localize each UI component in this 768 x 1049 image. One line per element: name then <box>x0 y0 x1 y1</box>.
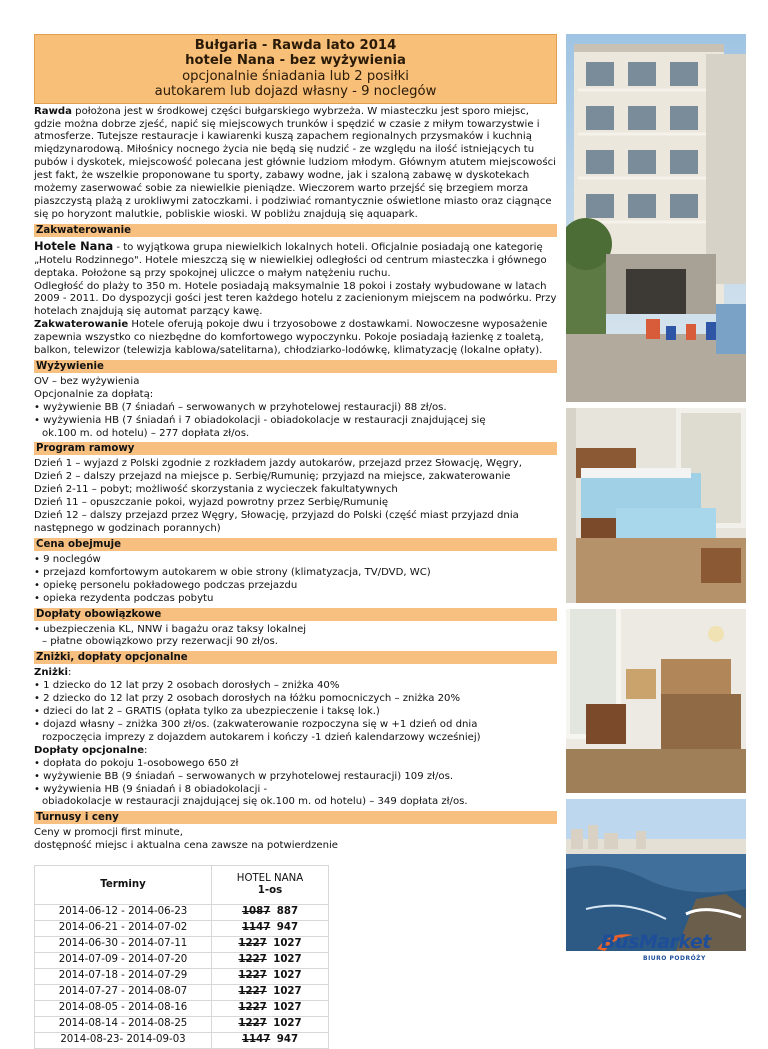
zakwaterowanie-paragraph <box>34 319 557 358</box>
table-row <box>35 937 329 953</box>
table-row <box>35 985 329 1001</box>
term-cell: 2014-08-14 - 2014-08-25 <box>35 1017 212 1033</box>
table-row <box>35 953 329 969</box>
term-cell: 2014-06-21 - 2014-07-02 <box>35 921 212 937</box>
zakwaterowanie-text: Hotele oferują pokoje dwu i trzyosobowe z dostawkami. Nowoczesne wyposażenie zapewnia wszystko co niezbędne do komfortowego wypoczynku. Pokoje posiadają łazienkę z toaletą, balkon, telewizor (telewizja kablowa/satelitarna), chłodziarko-lodówkę, klimatyzację (lokalne opłaty). <box>34 319 548 357</box>
doplaty-opcjonalne-item: • wyżywienia HB (9 śniadań i 8 obiadokolacji - <box>34 783 268 795</box>
old-price: 1227 <box>238 986 267 998</box>
znizki-item: • 2 dziecko do 12 lat przy 2 osobach dorosłych na łóżku pomocniczych – zniżka 20% <box>34 693 461 705</box>
wyzywienie-line-4: • wyżywienia HB (7 śniadań i 7 obiadokolacji - obiadokolacje w restauracji znajdującej się <box>34 414 486 426</box>
title-line-3: opcjonalnie śniadania lub 2 posiłki <box>182 68 409 84</box>
section-header-znizki: Zniżki, dopłaty opcjonalne <box>34 651 557 664</box>
wyzywienie-line-3: • wyżywienie BB (7 śniadań – serwowanych w przyhotelowej restauracji) 88 zł/os. <box>34 401 447 413</box>
busmarket-logo <box>595 925 735 970</box>
term-cell: 2014-07-09 - 2014-07-20 <box>35 953 212 969</box>
doplaty-opcjonalne-text: Dopłaty opcjonalne <box>34 744 145 756</box>
price-cell <box>212 937 329 953</box>
term-cell: 2014-07-27 - 2014-08-07 <box>35 985 212 1001</box>
table-row <box>35 969 329 985</box>
doplaty-line-2: – płatne obowiązkowo przy rezerwacji 90 zł/os. <box>42 636 278 648</box>
section-header-doplaty: Dopłaty obowiązkowe <box>34 608 557 621</box>
term-cell: 2014-06-12 - 2014-06-23 <box>35 905 212 921</box>
new-price: 1027 <box>273 938 302 950</box>
zakwaterowanie-lead: Zakwaterowanie <box>34 319 129 331</box>
table-row <box>35 1001 329 1017</box>
offer-column <box>34 34 557 1049</box>
new-price: 1027 <box>273 954 302 966</box>
doplaty-opcjonalne-heading <box>34 745 557 758</box>
new-price: 947 <box>276 922 299 934</box>
term-cell: 2014-07-18 - 2014-07-29 <box>35 969 212 985</box>
price-cell <box>212 905 329 921</box>
table-row <box>35 1033 329 1049</box>
cena-item: • przejazd komfortowym autokarem w obie strony (klimatyzacja, TV/DVD, WC) <box>34 566 431 578</box>
cena-item: • opiekę personelu pokładowego podczas przejazdu <box>34 579 298 591</box>
hotel-lead: Hotele Nana <box>34 238 114 253</box>
program-day-12-cont: następnego w godzinach porannych) <box>34 523 221 534</box>
turnusy-line-2: dostępność miejsc i aktualna cena zawsze na potwierdzenie <box>34 840 339 852</box>
program-day-11: Dzień 11 – opuszczanie pokoi, wyjazd powrotny przez Serbię/Rumunię <box>34 497 389 509</box>
section-header-turnusy: Turnusy i ceny <box>34 811 557 824</box>
price-cell <box>212 969 329 985</box>
section-header-program: Program ramowy <box>34 442 557 455</box>
old-price: 1227 <box>238 954 267 966</box>
old-price: 1227 <box>238 938 267 950</box>
price-cell <box>212 1017 329 1033</box>
new-price: 1027 <box>273 986 302 998</box>
column-header-terminy: Terminy <box>35 866 212 905</box>
hotel-paragraph <box>34 240 557 281</box>
program-day-2-11: Dzień 2-11 – pobyt; możliwość skorzystania z wycieczek fakultatywnych <box>34 484 398 496</box>
logo-subtitle: BIURO PODRÓŻY <box>643 955 706 962</box>
room-desk-photo <box>566 609 746 793</box>
znizki-item: • 1 dziecko do 12 lat przy 2 osobach dorosłych – zniżka 40% <box>34 680 340 692</box>
logo-name-b: Market <box>638 931 711 953</box>
old-price: 1147 <box>241 922 271 934</box>
price-cell <box>212 985 329 1001</box>
doplaty-opcjonalne-item-cont: obiadokolacje w restauracji znajdującej się ok.100 m. od hotelu) – 349 dopłata zł/os. <box>42 796 468 808</box>
znizki-item-cont: rozpoczęcia imprezy z dojazdem autokarem i kończy -1 dzień kalendarzowy wcześniej) <box>42 731 481 743</box>
znizki-colon: : <box>68 667 72 679</box>
znizki-item: • dojazd własny – zniżka 300 zł/os. (zakwaterowanie rozpoczyna się w +1 dzień od dnia <box>34 718 478 730</box>
old-price: 1227 <box>238 1002 267 1014</box>
intro-text: położona jest w środkowej części bułgarskiego wybrzeża. W miasteczku jest sporo miejsc, gdzie można dobrze zjeść, napić się miejscowych trunków i spędzić w czasie z miłym towarzystwie i atmosferze. Tutejsze restauracje i kawiarenki kuszą zapachem regionalnych przysmaków i kuchnią międzynarodową. Miłośnicy nocnego życia nie będą się nudzić - ze względu na ilość istniejących tu pubów i dyskotek, miejscowość polecana jest głównie ludziom młodym. Głównym atutem miejscowości jest fakt, że wszelkie proponowane tu sporty, zabawy wodne, jak i szaloną zabawę w dyskotekach możemy zaserwować sobie za niewielkie pieniądze. Wieczorem warto przejść się brzegiem morza piaszczystą plażą z urokliwymi zatoczkami. i podziwiać romantycznie oświetlone miasto oraz ciągnące się po horyzont malutkie, pobliskie wioski. W pobliżu znajdują się aquapark. <box>34 105 556 220</box>
new-price: 1027 <box>273 970 302 982</box>
table-row <box>35 921 329 937</box>
hotel-building-photo <box>566 34 746 402</box>
znizki-heading <box>34 667 557 680</box>
old-price: 1227 <box>238 1018 267 1030</box>
doplaty-line-1: • ubezpieczenia KL, NNW i bagażu oraz taksy lokalnej <box>34 623 307 635</box>
wyzywienie-line-5: ok.100 m. od hotelu) – 277 dopłata zł/os. <box>42 427 250 439</box>
program-day-1: Dzień 1 – wyjazd z Polski zgodnie z rozkładem jazdy autokarów, przejazd przez Słowację, Węgry, <box>34 458 522 470</box>
price-table-header <box>35 866 329 905</box>
hotel-paragraph-2: Odległość do plaży to 350 m. Hotele posiadają maksymalnie 18 pokoi i zostały wybudowane w latach 2009 - 2011. Do dyspozycji gości jest teren każdego hotelu z zacienionym miejscem na podwórku. Przy hotelach znajdują się automat parzący kawę. <box>34 280 557 318</box>
old-price: 1147 <box>241 1034 271 1046</box>
new-price: 887 <box>276 906 299 918</box>
znizki-item: • dzieci do lat 2 – GRATIS (opłata tylko za ubezpieczenie i taksę lok.) <box>34 706 380 718</box>
room-type-header: 1-os <box>257 885 283 897</box>
section-header-cena: Cena obejmuje <box>34 538 557 551</box>
price-cell <box>212 921 329 937</box>
room-beds-photo <box>566 408 746 603</box>
wyzywienie-line-1: OV – bez wyżywienia <box>34 375 140 387</box>
old-price: 1227 <box>238 970 267 982</box>
program-day-12: Dzień 12 – dalszy przejazd przez Węgry, Słowację, przyjazd do Polski (część miast przyjazd dnia <box>34 510 519 522</box>
column-header-hotel <box>212 866 329 905</box>
table-row <box>35 905 329 921</box>
hotel-text: - to wyjątkowa grupa niewielkich lokalnych hoteli. Oficjalnie posiadają one kategorię „Hotelu Rodzinnego". Hotele mieszczą się w niewielkiej odległości od centrum miasteczka i głównego deptaka. Położone są przy spokojnej uliczce o małym natężeniu ruchu. <box>34 241 547 279</box>
price-table <box>34 865 329 1049</box>
title-line-1: Bułgaria - Rawda lato 2014 <box>194 38 397 53</box>
title-line-4: autokarem lub dojazd własny - 9 noclegów <box>154 84 437 100</box>
intro-lead: Rawda <box>34 105 72 117</box>
doplaty-opcjonalne-item: • dopłata do pokoju 1-osobowego 650 zł <box>34 757 239 769</box>
logo-name-a: Bus <box>601 931 639 953</box>
table-row <box>35 1017 329 1033</box>
section-header-wyzywienie: Wyżywienie <box>34 360 557 373</box>
cena-item: • 9 noclegów <box>34 553 101 565</box>
term-cell: 2014-08-23- 2014-09-03 <box>35 1033 212 1049</box>
turnusy-line-1: Ceny w promocji first minute, <box>34 827 183 839</box>
logo-name <box>601 931 711 953</box>
doplaty-opcjonalne-item: • wyżywienie BB (9 śniadań – serwowanych w przyhotelowej restauracji) 109 zł/os. <box>34 770 454 782</box>
cena-item: • opieka rezydenta podczas pobytu <box>34 592 214 604</box>
new-price: 1027 <box>273 1018 302 1030</box>
price-cell <box>212 953 329 969</box>
doplaty-opcjonalne-colon: : <box>144 744 148 756</box>
new-price: 1027 <box>273 1002 302 1014</box>
term-cell: 2014-06-30 - 2014-07-11 <box>35 937 212 953</box>
old-price: 1087 <box>241 906 271 918</box>
intro-paragraph <box>34 106 557 222</box>
price-cell <box>212 1033 329 1049</box>
section-header-zakwaterowanie: Zakwaterowanie <box>34 224 557 237</box>
title-line-2: hotele Nana - bez wyżywienia <box>185 53 406 69</box>
term-cell: 2014-08-05 - 2014-08-16 <box>35 1001 212 1017</box>
price-cell <box>212 1001 329 1017</box>
new-price: 947 <box>276 1034 299 1046</box>
wyzywienie-line-2: Opcjonalnie za dopłatą: <box>34 388 154 400</box>
title-banner <box>34 34 557 104</box>
program-day-2: Dzień 2 – dalszy przejazd na miejsce p. Serbię/Rumunię; przyjazd na miejsce, zakwaterowanie <box>34 471 511 483</box>
znizki-heading-text: Zniżki <box>34 667 69 679</box>
hotel-name-header: HOTEL NANA <box>236 873 304 885</box>
